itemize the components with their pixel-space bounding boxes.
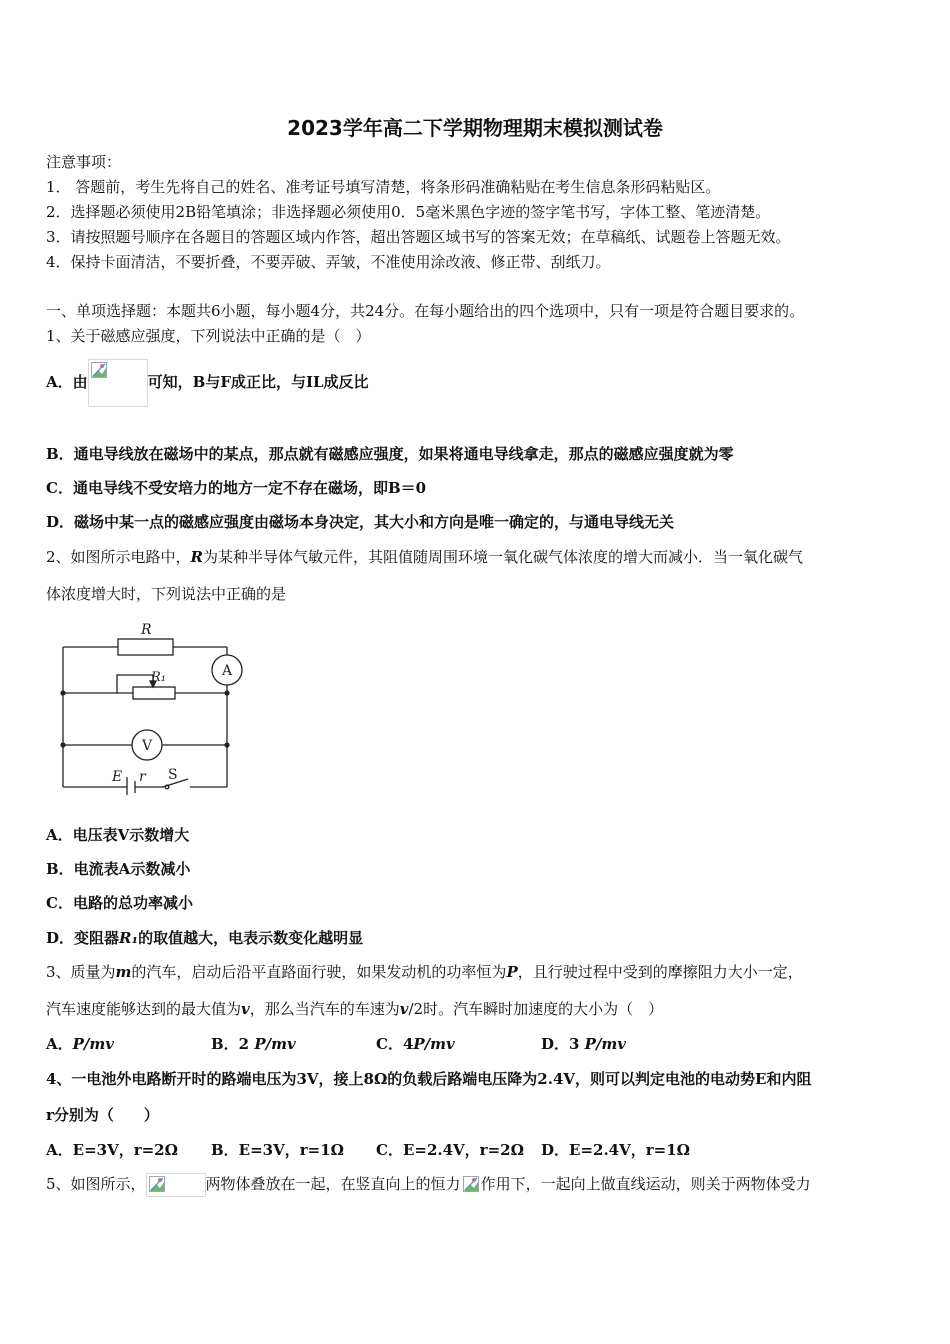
resistor-r	[118, 639, 173, 655]
notes-item: 2．选择题必须使用2B铅笔填涂；非选择题必须使用0．5毫米黑色字迹的签字笔书写，字体工整、笔迹清楚。	[46, 203, 771, 221]
broken-image-icon	[146, 1173, 206, 1197]
q3-stem-text: ，且行驶过程中受到的摩擦阻力大小一定，	[517, 963, 803, 981]
label-voltmeter: V	[142, 738, 153, 754]
notes-item: 1． 答题前，考生先将自己的姓名、准考证号填写清楚，将条形码准确粘贴在考生信息条形码粘贴区。	[46, 178, 721, 196]
option-label: D．3	[541, 1035, 585, 1053]
option-value: P/mv	[413, 1035, 455, 1053]
q2-option-d-text: 的取值越大，电表示数变化越明显	[138, 929, 364, 947]
label-ammeter: A	[222, 663, 233, 679]
label-internal: r	[139, 769, 146, 785]
q2-option-d-var: R₁	[119, 929, 139, 947]
broken-image-icon	[88, 359, 148, 407]
q3-stem-text: ，那么当汽车的车速为	[249, 1000, 400, 1018]
q2-option-d[interactable]	[46, 928, 363, 948]
q1-stem: 1、关于磁感应强度，下列说法中正确的是（ ）	[46, 327, 371, 345]
q1-option-a[interactable]	[46, 358, 369, 407]
q1-option-a-suffix: 可知，B与F成正比，与IL成反比	[147, 373, 369, 391]
q3-var-m: m	[115, 963, 132, 981]
q2-stem	[46, 547, 803, 567]
label-emf: E	[112, 769, 123, 785]
option-label: A．	[46, 1035, 73, 1053]
label-switch: S	[168, 767, 178, 783]
q1-option-c[interactable]: C．通电导线不受安培力的地方一定不存在磁场，即B＝0	[46, 479, 427, 497]
q2-stem-text: 2、如图所示电路中，	[46, 548, 191, 566]
q4-option-d[interactable]: D．E=2.4V，r=1Ω	[541, 1141, 691, 1159]
q4-stem-cont: r分别为（ ）	[46, 1106, 159, 1124]
q3-var-p: P	[506, 963, 518, 981]
q3-options	[46, 1034, 706, 1054]
option-label: C．4	[376, 1035, 414, 1053]
q3-stem	[46, 962, 803, 982]
option-value: P/mv	[584, 1035, 627, 1053]
q3-stem-text: 的汽车，启动后沿平直路面行驶，如果发动机的功率恒为	[131, 963, 507, 981]
q3-var-v: v	[399, 1000, 409, 1018]
label-r1: R₁	[151, 670, 166, 685]
q1-option-d[interactable]: D．磁场中某一点的磁感应强度由磁场本身决定，其大小和方向是唯一确定的，与通电导线无关	[46, 513, 675, 531]
q5-stem-text: 两物体叠放在一起，在竖直向上的恒力	[205, 1175, 461, 1193]
q3-stem-text: 汽车速度能够达到的最大值为	[46, 1000, 242, 1018]
label-r: R	[141, 622, 152, 638]
q3-option-b[interactable]	[211, 1034, 376, 1054]
q4-option-c[interactable]: C．E=2.4V，r=2Ω	[376, 1141, 524, 1159]
q3-option-a[interactable]	[46, 1034, 211, 1054]
q2-option-d-text: D．变阻器	[46, 929, 120, 947]
q2-stem-text: 为某种半导体气敏元件，其阻值随周围环境一氧化碳气体浓度的增大而减小．当一氧化碳气	[203, 548, 804, 566]
section-heading: 一、单项选择题：本题共6小题，每小题4分，共24分。在每小题给出的四个选项中，只有一项是符合题目要求的。	[46, 302, 805, 320]
option-label: B．2	[211, 1035, 255, 1053]
q2-stem-var: R	[190, 548, 204, 566]
notes-item: 4．保持卡面清洁，不要折叠，不要弄破、弄皱，不准使用涂改液、修正带、刮纸刀。	[46, 253, 611, 271]
broken-image-icon	[461, 1174, 481, 1196]
q4-option-b[interactable]: B．E=3V，r=1Ω	[211, 1141, 345, 1159]
rheostat-r1	[133, 687, 175, 699]
q5-stem	[46, 1172, 811, 1197]
q3-var-v: v	[241, 1000, 250, 1018]
circuit-diagram	[55, 615, 255, 795]
q2-stem-cont: 体浓度增大时，下列说法中正确的是	[46, 585, 287, 603]
q3-stem-text: /2时。汽车瞬时加速度的大小为（ ）	[408, 1000, 664, 1018]
q5-stem-text: 5、如图所示，	[46, 1175, 146, 1193]
q2-option-b[interactable]: B．电流表A示数减小	[46, 860, 191, 878]
q2-option-a[interactable]: A．电压表V示数增大	[46, 826, 190, 844]
q3-stem-cont	[46, 999, 663, 1019]
q4-stem: 4、一电池外电路断开时的路端电压为3V，接上8Ω的负载后路端电压降为2.4V，则可以判定电池的电动势E和内阻	[46, 1070, 812, 1088]
notes-heading: 注意事项：	[46, 153, 122, 171]
q1-option-b[interactable]: B．通电导线放在磁场中的某点，那点就有磁感应强度，如果将通电导线拿走，那点的磁感应强度就为零	[46, 445, 734, 463]
q4-option-a[interactable]: A．E=3V，r=2Ω	[46, 1141, 178, 1159]
q2-option-c[interactable]: C．电路的总功率减小	[46, 894, 193, 912]
q5-stem-text: 作用下，一起向上做直线运动，则关于两物体受力	[480, 1175, 811, 1193]
q3-option-c[interactable]	[376, 1034, 541, 1054]
q3-option-d[interactable]	[541, 1034, 706, 1054]
option-value: P/mv	[72, 1035, 114, 1053]
q1-option-a-prefix: A．由	[46, 373, 88, 391]
q4-options	[46, 1140, 706, 1160]
notes-item: 3．请按照题号顺序在各题目的答题区域内作答，超出答题区域书写的答案无效；在草稿纸、试题卷上答题无效。	[46, 228, 791, 246]
q3-stem-text: 3、质量为	[46, 963, 116, 981]
option-value: P/mv	[254, 1035, 296, 1053]
page-title: 2023学年高二下学期物理期末模拟测试卷	[287, 116, 663, 140]
